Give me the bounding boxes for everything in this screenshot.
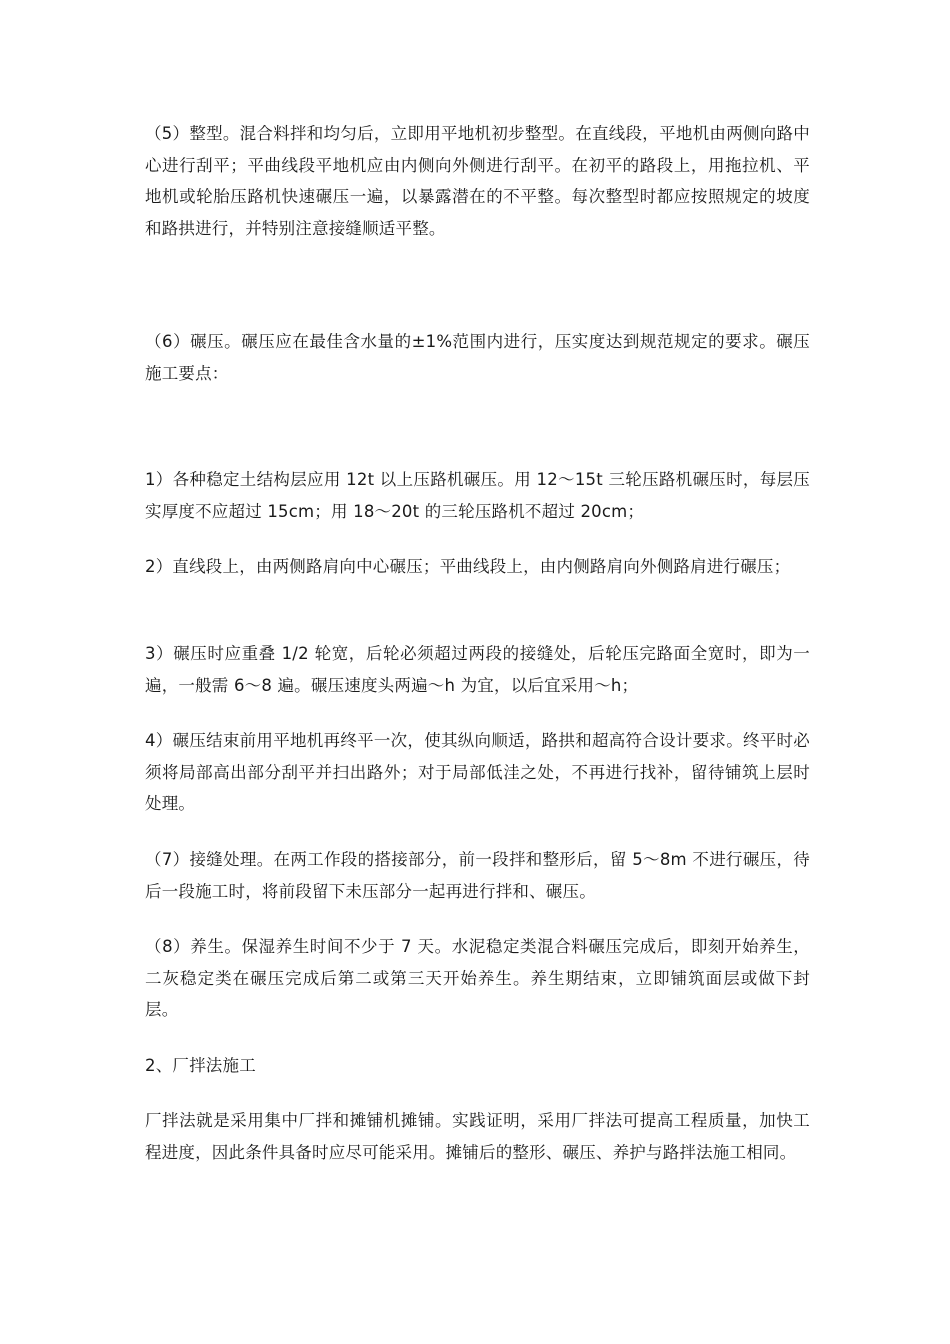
paragraph-compaction-point-1: 1）各种稳定土结构层应用 12t 以上压路机碾压。用 12～15t 三轮压路机碾压时，每层压实厚度不应超过 15cm；用 18～20t 的三轮压路机不超过 20cm； bbox=[145, 470, 810, 521]
paragraph-compaction-point-3: 3）碾压时应重叠 1/2 轮宽，后轮必须超过两段的接缝处，后轮压完路面全宽时，即为一遍，一般需 6～8 遍。碾压速度头两遍～h 为宜，以后宜采用～h； bbox=[145, 644, 810, 695]
section-heading-plant-mix: 2、厂拌法施工 bbox=[145, 1056, 256, 1075]
paragraph-curing: （8）养生。保湿养生时间不少于 7 天。水泥稳定类混合料碾压完成后，即刻开始养生，二灰稳定类在碾压完成后第二或第三天开始养生。养生期结束，立即铺筑面层或做下封层。 bbox=[145, 937, 810, 1019]
paragraph-shaping: （5）整型。混合料拌和均匀后，立即用平地机初步整型。在直线段，平地机由两侧向路中心进行刮平；平曲线段平地机应由内侧向外侧进行刮平。在初平的路段上，用拖拉机、平地机或轮胎压路机快速碾压一遍，以暴露潜在的不平整。每次整型时都应按照规定的坡度和路拱进行，并特别注意接缝顺适平整。 bbox=[145, 124, 810, 238]
paragraph-joint-treatment: （7）接缝处理。在两工作段的搭接部分，前一段拌和整形后，留 5～8m 不进行碾压，待后一段施工时，将前段留下未压部分一起再进行拌和、碾压。 bbox=[145, 850, 810, 901]
paragraph-compaction-point-4: 4）碾压结束前用平地机再终平一次，使其纵向顺适，路拱和超高符合设计要求。终平时必须将局部高出部分刮平并扫出路外；对于局部低洼之处，不再进行找补，留待铺筑上层时处理。 bbox=[145, 731, 810, 813]
paragraph-plant-mix: 厂拌法就是采用集中厂拌和摊铺机摊铺。实践证明，采用厂拌法可提高工程质量，加快工程进度，因此条件具备时应尽可能采用。摊铺后的整形、碾压、养护与路拌法施工相同。 bbox=[145, 1111, 810, 1162]
paragraph-compaction: （6）碾压。碾压应在最佳含水量的±1%范围内进行，压实度达到规范规定的要求。碾压施工要点： bbox=[145, 332, 810, 383]
paragraph-compaction-point-2: 2）直线段上，由两侧路肩向中心碾压；平曲线段上，由内侧路肩向外侧路肩进行碾压； bbox=[145, 557, 791, 576]
